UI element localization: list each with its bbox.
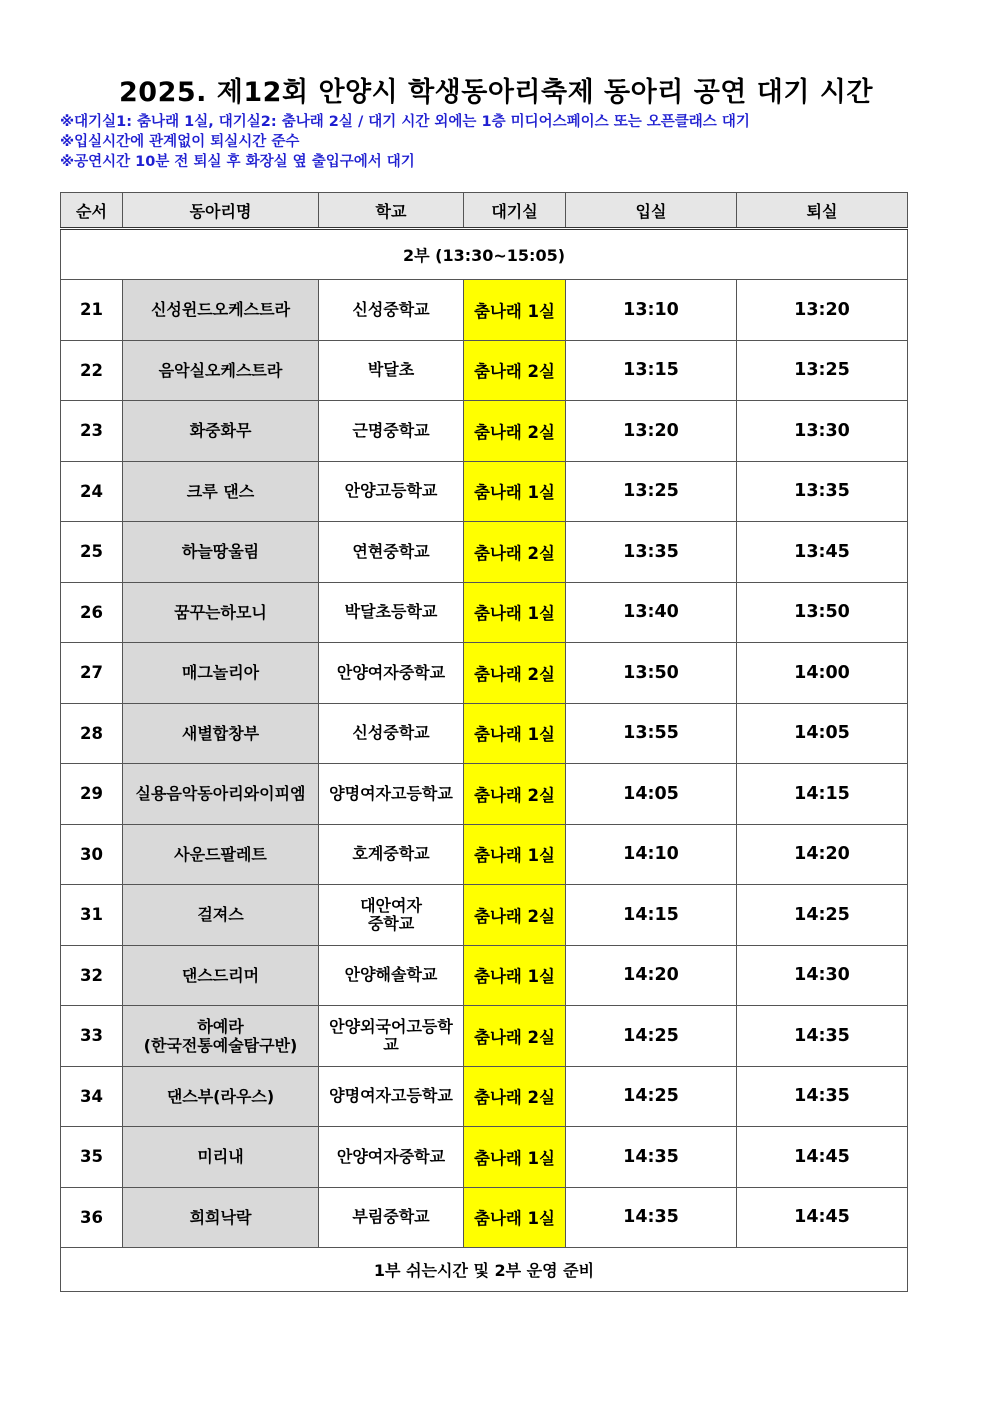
order-cell: 32 bbox=[61, 945, 123, 1006]
exit-time-cell: 13:45 bbox=[737, 522, 908, 583]
order-cell: 28 bbox=[61, 703, 123, 764]
club-name-cell: 실용음악동아리와이피엠 bbox=[123, 764, 319, 825]
exit-time-cell: 14:35 bbox=[737, 1066, 908, 1127]
club-name-cell: 사운드팔레트 bbox=[123, 824, 319, 885]
entry-time-cell: 14:25 bbox=[566, 1006, 737, 1067]
school-cell: 신성중학교 bbox=[319, 280, 464, 341]
header-club: 동아리명 bbox=[123, 193, 319, 229]
entry-time-cell: 13:25 bbox=[566, 461, 737, 522]
exit-time-cell: 14:15 bbox=[737, 764, 908, 825]
table-row bbox=[61, 945, 908, 1006]
waiting-room-cell: 춤나래 2실 bbox=[464, 643, 566, 704]
entry-time-cell: 13:35 bbox=[566, 522, 737, 583]
exit-time-cell: 13:50 bbox=[737, 582, 908, 643]
order-cell: 33 bbox=[61, 1006, 123, 1067]
waiting-room-cell: 춤나래 2실 bbox=[464, 401, 566, 462]
entry-time-cell: 13:55 bbox=[566, 703, 737, 764]
order-cell: 26 bbox=[61, 582, 123, 643]
table-header-row bbox=[61, 193, 908, 229]
table-row bbox=[61, 340, 908, 401]
waiting-room-cell: 춤나래 1실 bbox=[464, 280, 566, 341]
table-row bbox=[61, 522, 908, 583]
order-cell: 29 bbox=[61, 764, 123, 825]
club-name-cell: 크루 댄스 bbox=[123, 461, 319, 522]
club-name-cell: 신성윈드오케스트라 bbox=[123, 280, 319, 341]
school-cell: 박달초등학교 bbox=[319, 582, 464, 643]
waiting-room-cell: 춤나래 1실 bbox=[464, 824, 566, 885]
entry-time-cell: 14:35 bbox=[566, 1127, 737, 1188]
exit-time-cell: 14:00 bbox=[737, 643, 908, 704]
club-name-cell: 하예라 (한국전통예술탐구반) bbox=[123, 1006, 319, 1067]
school-cell: 대안여자 중학교 bbox=[319, 885, 464, 946]
exit-time-cell: 14:45 bbox=[737, 1187, 908, 1248]
entry-time-cell: 14:05 bbox=[566, 764, 737, 825]
table-row bbox=[61, 824, 908, 885]
entry-time-cell: 13:40 bbox=[566, 582, 737, 643]
order-cell: 23 bbox=[61, 401, 123, 462]
exit-time-cell: 13:20 bbox=[737, 280, 908, 341]
table-row bbox=[61, 703, 908, 764]
table-row bbox=[61, 582, 908, 643]
school-cell: 양명여자고등학교 bbox=[319, 764, 464, 825]
table-row bbox=[61, 280, 908, 341]
section-label: 2부 (13:30~15:05) bbox=[61, 229, 908, 280]
table-row bbox=[61, 401, 908, 462]
school-cell: 연현중학교 bbox=[319, 522, 464, 583]
school-cell: 호계중학교 bbox=[319, 824, 464, 885]
waiting-room-cell: 춤나래 1실 bbox=[464, 1187, 566, 1248]
exit-time-cell: 13:30 bbox=[737, 401, 908, 462]
waiting-room-cell: 춤나래 2실 bbox=[464, 522, 566, 583]
table-row bbox=[61, 1066, 908, 1127]
waiting-room-cell: 춤나래 1실 bbox=[464, 582, 566, 643]
waiting-room-cell: 춤나래 2실 bbox=[464, 1006, 566, 1067]
exit-time-cell: 14:20 bbox=[737, 824, 908, 885]
order-cell: 21 bbox=[61, 280, 123, 341]
order-cell: 22 bbox=[61, 340, 123, 401]
table-row bbox=[61, 1187, 908, 1248]
order-cell: 36 bbox=[61, 1187, 123, 1248]
table-row bbox=[61, 764, 908, 825]
school-cell: 안양여자중학교 bbox=[319, 643, 464, 704]
schedule-table bbox=[60, 192, 908, 1292]
exit-time-cell: 14:25 bbox=[737, 885, 908, 946]
order-cell: 25 bbox=[61, 522, 123, 583]
club-name-cell: 꿈꾸는하모니 bbox=[123, 582, 319, 643]
exit-time-cell: 14:35 bbox=[737, 1006, 908, 1067]
waiting-room-cell: 춤나래 2실 bbox=[464, 1066, 566, 1127]
entry-time-cell: 13:10 bbox=[566, 280, 737, 341]
page-title: 2025. 제12회 안양시 학생동아리축제 동아리 공연 대기 시간 bbox=[119, 77, 873, 108]
entry-time-cell: 14:25 bbox=[566, 1066, 737, 1127]
entry-time-cell: 14:20 bbox=[566, 945, 737, 1006]
waiting-room-cell: 춤나래 1실 bbox=[464, 1127, 566, 1188]
entry-time-cell: 13:50 bbox=[566, 643, 737, 704]
header-order: 순서 bbox=[61, 193, 123, 229]
school-cell: 근명중학교 bbox=[319, 401, 464, 462]
waiting-room-cell: 춤나래 1실 bbox=[464, 703, 566, 764]
header-waiting-room: 대기실 bbox=[464, 193, 566, 229]
order-cell: 31 bbox=[61, 885, 123, 946]
club-name-cell: 걸져스 bbox=[123, 885, 319, 946]
header-entry: 입실 bbox=[566, 193, 737, 229]
footer-label: 1부 쉬는시간 및 2부 운영 준비 bbox=[61, 1248, 908, 1292]
school-cell: 양명여자고등학교 bbox=[319, 1066, 464, 1127]
exit-time-cell: 13:35 bbox=[737, 461, 908, 522]
exit-time-cell: 14:05 bbox=[737, 703, 908, 764]
notes bbox=[60, 112, 960, 172]
school-cell: 신성중학교 bbox=[319, 703, 464, 764]
school-cell: 부림중학교 bbox=[319, 1187, 464, 1248]
club-name-cell: 음악실오케스트라 bbox=[123, 340, 319, 401]
club-name-cell: 희희낙락 bbox=[123, 1187, 319, 1248]
order-cell: 34 bbox=[61, 1066, 123, 1127]
note-exit-time: ※입실시간에 관계없이 퇴실시간 준수 bbox=[60, 134, 300, 150]
note-exit-location: ※공연시간 10분 전 퇴실 후 화장실 옆 출입구에서 대기 bbox=[60, 154, 415, 170]
entry-time-cell: 14:10 bbox=[566, 824, 737, 885]
entry-time-cell: 14:35 bbox=[566, 1187, 737, 1248]
exit-time-cell: 13:25 bbox=[737, 340, 908, 401]
waiting-room-cell: 춤나래 2실 bbox=[464, 764, 566, 825]
club-name-cell: 미리내 bbox=[123, 1127, 319, 1188]
exit-time-cell: 14:30 bbox=[737, 945, 908, 1006]
waiting-room-cell: 춤나래 1실 bbox=[464, 461, 566, 522]
table-row bbox=[61, 1127, 908, 1188]
exit-time-cell: 14:45 bbox=[737, 1127, 908, 1188]
waiting-room-cell: 춤나래 2실 bbox=[464, 885, 566, 946]
school-cell: 안양해솔학교 bbox=[319, 945, 464, 1006]
club-name-cell: 하늘땅울림 bbox=[123, 522, 319, 583]
order-cell: 35 bbox=[61, 1127, 123, 1188]
school-cell: 박달초 bbox=[319, 340, 464, 401]
club-name-cell: 댄스드리머 bbox=[123, 945, 319, 1006]
header-exit: 퇴실 bbox=[737, 193, 908, 229]
entry-time-cell: 13:15 bbox=[566, 340, 737, 401]
note-waiting-rooms: ※대기실1: 춤나래 1실, 대기실2: 춤나래 2실 / 대기 시간 외에는 1층 미디어스페이스 또는 오픈클래스 대기 bbox=[60, 114, 750, 130]
club-name-cell: 새별합창부 bbox=[123, 703, 319, 764]
club-name-cell: 화중화무 bbox=[123, 401, 319, 462]
table-row bbox=[61, 643, 908, 704]
order-cell: 24 bbox=[61, 461, 123, 522]
club-name-cell: 매그놀리아 bbox=[123, 643, 319, 704]
school-cell: 안양외국어고등학 교 bbox=[319, 1006, 464, 1067]
entry-time-cell: 13:20 bbox=[566, 401, 737, 462]
table-row bbox=[61, 1006, 908, 1067]
waiting-room-cell: 춤나래 2실 bbox=[464, 340, 566, 401]
header-school: 학교 bbox=[319, 193, 464, 229]
order-cell: 27 bbox=[61, 643, 123, 704]
section-row bbox=[61, 229, 908, 280]
school-cell: 안양고등학교 bbox=[319, 461, 464, 522]
table-row bbox=[61, 885, 908, 946]
entry-time-cell: 14:15 bbox=[566, 885, 737, 946]
waiting-room-cell: 춤나래 1실 bbox=[464, 945, 566, 1006]
school-cell: 안양여자중학교 bbox=[319, 1127, 464, 1188]
table-row bbox=[61, 461, 908, 522]
footer-row bbox=[61, 1248, 908, 1292]
order-cell: 30 bbox=[61, 824, 123, 885]
club-name-cell: 댄스부(라우스) bbox=[123, 1066, 319, 1127]
